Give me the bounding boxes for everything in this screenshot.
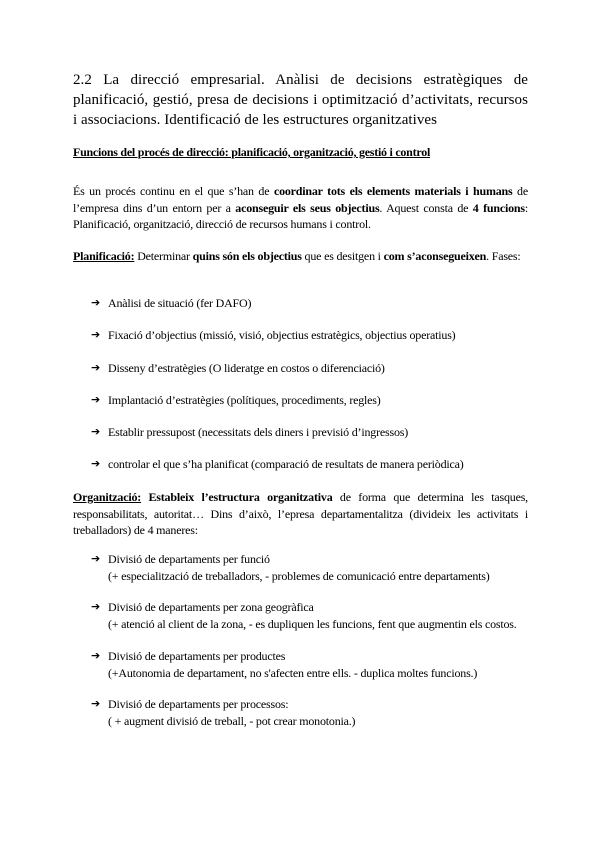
list-item — [91, 696, 531, 729]
arrow-right-icon: ➔ — [91, 393, 101, 406]
list-item — [91, 392, 531, 409]
list-item-text: Establir pressupost (necessitats dels diners i previsió d’ingressos) — [108, 425, 409, 439]
arrow-right-icon: ➔ — [91, 600, 101, 613]
organitzacio-text-1: de forma que determina les tasques, responsabilitats, autoritat… Dins d’això, l’epresa departamentalitza (divideix les activitats i treballadors) de 4 maneres: — [73, 490, 528, 537]
section-title: 2.2 La direcció empresarial. Anàlisi de decisions estratègiques de planificació, gestió, presa de decisions i optimització d’activitats, recursos i associacions. Identificació de les estructures organitzatives — [73, 72, 528, 128]
list-item — [91, 456, 531, 473]
arrow-right-icon: ➔ — [91, 457, 101, 470]
list-item — [91, 648, 531, 681]
section-subheading: Funcions del procés de direcció: planificació, organització, gestió i control — [73, 145, 431, 159]
list-item — [91, 551, 531, 584]
arrow-right-icon: ➔ — [91, 425, 101, 438]
organitzacio-bold-1: Estableix l’estructura organitzativa — [148, 490, 333, 504]
list-item-text: Divisió de departaments per productes — [108, 649, 286, 663]
organitzacio-paragraph — [73, 489, 528, 539]
intro-text-2: de l’empresa dins d’un entorn per a — [73, 184, 528, 215]
list-item-text: controlar el que s’ha planificat (comparació de resultats de manera periòdica) — [108, 457, 464, 471]
list-item-text: Fixació d’objectius (missió, visió, objectius estratègics, objectius operatius) — [108, 328, 456, 342]
list-item — [91, 360, 531, 377]
list-item-subtext: (+ atenció al client de la zona, - es dupliquen les funcions, fent que augmentin els costos. — [108, 616, 517, 631]
planificacio-paragraph — [73, 248, 528, 265]
arrow-right-icon: ➔ — [91, 296, 101, 309]
planificacio-text-2: que es desitgen i — [301, 249, 384, 263]
list-item-subtext: (+Autonomia de departament, no s'afecten entre ells. - duplica moltes funcions.) — [108, 665, 478, 680]
list-item-subtext: (+ especialització de treballadors, - problemes de comunicació entre departaments) — [108, 568, 490, 583]
list-item-subtext: ( + augment divisió de treball, - pot crear monotonia.) — [108, 713, 356, 728]
planificacio-text-3: . Fases: — [486, 249, 521, 263]
list-item-text: Anàlisi de situació (fer DAFO) — [108, 296, 252, 310]
list-item — [91, 295, 531, 312]
intro-text-3: . Aquest consta de — [379, 200, 473, 215]
organitzacio-label: Organització: — [73, 490, 142, 504]
list-item — [91, 327, 531, 344]
list-item-text: Divisió de departaments per processos: — [108, 697, 289, 711]
list-item-text: Divisió de departaments per funció — [108, 552, 270, 566]
planificacio-bold-2: com s’aconsegueixen — [383, 249, 487, 263]
list-item — [91, 599, 531, 632]
arrow-right-icon: ➔ — [91, 552, 101, 565]
arrow-right-icon: ➔ — [91, 328, 101, 341]
planificacio-label: Planificació: — [73, 249, 135, 263]
list-item — [91, 424, 531, 441]
planificacio-bold-1: quins són els objectius — [192, 249, 302, 263]
arrow-right-icon: ➔ — [91, 697, 101, 710]
intro-bold-3: 4 funcions — [472, 200, 525, 215]
list-item-text: Implantació d’estratègies (polítiques, procediments, regles) — [108, 393, 381, 407]
intro-bold-1: coordinar tots els elements materials i humans — [273, 184, 513, 198]
list-item-text: Disseny d’estratègies (O lideratge en costos o diferenciació) — [108, 361, 385, 375]
intro-bold-2: aconseguir els seus objectius — [235, 200, 380, 215]
arrow-right-icon: ➔ — [91, 649, 101, 662]
arrow-right-icon: ➔ — [91, 361, 101, 374]
intro-text-4: : Planificació, organització, direcció de recursos humans i control. — [73, 200, 528, 231]
list-item-text: Divisió de departaments per zona geogràfica — [108, 600, 314, 614]
intro-text-1: És un procés continu en el que s’han de — [73, 184, 274, 198]
intro-paragraph — [73, 183, 528, 233]
planificacio-text-1: Determinar — [134, 249, 193, 263]
